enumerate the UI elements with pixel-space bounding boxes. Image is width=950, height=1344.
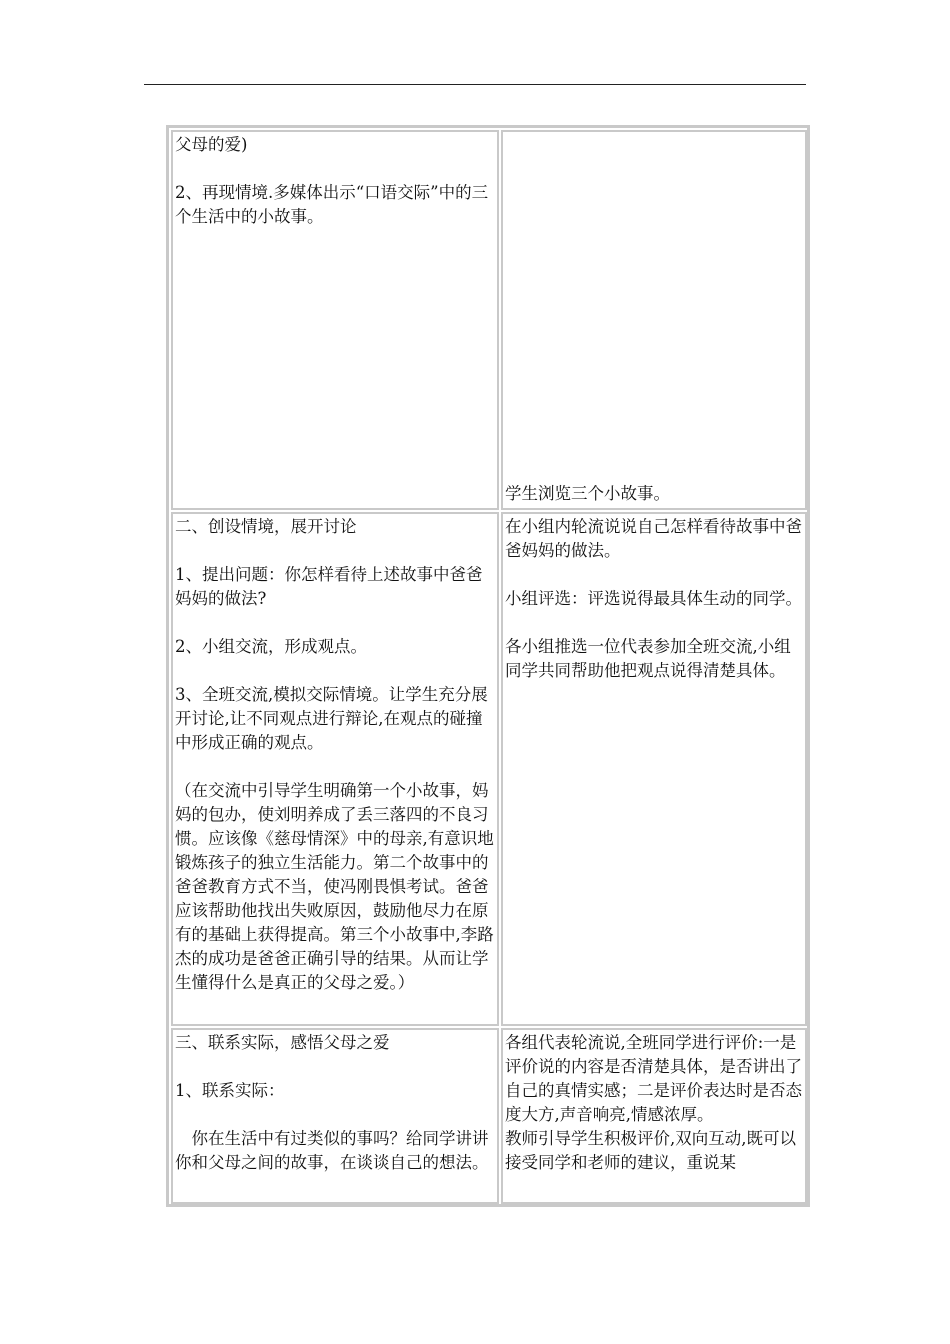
row2-left-line: 3、全班交流,模拟交际情境。让学生充分展开讨论,让不同观点进行辩论,在观点的碰撞中形成正确的观点。 (175, 685, 488, 752)
row2-right-line: 各小组推选一位代表参加全班交流,小组同学共同帮助他把观点说得清楚具体。 (505, 637, 791, 680)
row2-right-line: 小组评选：评选说得最具体生动的同学。 (505, 589, 802, 608)
row1-right-cell (501, 130, 807, 510)
row1-left-line: 2、再现情境.多媒体出示“口语交际”中的三个生活中的小故事。 (175, 183, 489, 226)
row2-right-cell (501, 512, 807, 1026)
row2-right-line: 在小组内轮流说说自己怎样看待故事中爸爸妈妈的做法。 (505, 517, 802, 560)
row1-left-line: 父母的爱) (175, 135, 248, 154)
row1-left-cell (171, 130, 499, 510)
row2-left-line: （在交流中引导学生明确第一个小故事，妈妈的包办，使刘明养成了丢三落四的不良习惯。应该像《慈母情深》中的母亲,有意识地锻炼孩子的独立生活能力。第二个故事中的爸爸教育方式不当，使冯刚畏惧考试。爸爸应该帮助他找出失败原因，鼓励他尽力在原有的基础上获得提高。第三个小故事中,李路杰的成功是爸爸正确引导的结果。从而让学生懂得什么是真正的父母之爱。） (175, 781, 494, 992)
row3-left-line: 1、联系实际： (175, 1081, 285, 1100)
lesson-table (166, 125, 810, 1207)
row1-right-text: 学生浏览三个小故事。 (505, 484, 670, 503)
section-heading: 二、创设情境，展开讨论 (175, 517, 357, 536)
row3-left-line: 你在生活中有过类似的事吗？给同学讲讲你和父母之间的故事，在谈谈自己的想法。 (175, 1129, 489, 1172)
row3-right-line: 各组代表轮流说,全班同学进行评价:一是评价说的内容是否清楚具体，是否讲出了自己的真情实感；二是评价表达时是否态度大方,声音响亮,情感浓厚。 (505, 1033, 802, 1124)
row2-left-line: 2、小组交流，形成观点。 (175, 637, 367, 656)
row2-left-cell (171, 512, 499, 1026)
row3-left-cell (171, 1028, 499, 1204)
section-heading: 三、联系实际，感悟父母之爱 (175, 1033, 390, 1052)
header-rule (144, 84, 806, 85)
row3-right-cell (501, 1028, 807, 1204)
row3-right-line: 教师引导学生积极评价,双向互动,既可以接受同学和老师的建议，重说某 (505, 1129, 796, 1172)
row2-left-line: 1、提出问题：你怎样看待上述故事中爸爸妈妈的做法? (175, 565, 483, 608)
